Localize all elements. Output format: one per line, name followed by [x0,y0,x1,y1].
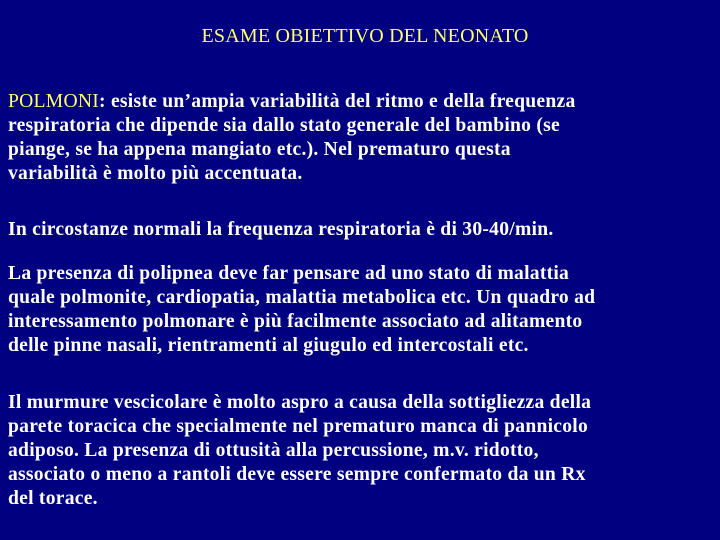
paragraph-line: La presenza di polipnea deve far pensare ad uno stato di malattia [8,263,570,284]
paragraph-normal-rate [8,218,716,242]
paragraph-polipnea [8,262,716,358]
paragraph-line: adiposo. La presenza di ottusità alla percussione, m.v. ridotto, [8,440,539,461]
paragraph-line: quale polmonite, cardiopatia, malattia metabolica etc. Un quadro ad [8,287,596,308]
paragraph-line [8,90,716,114]
paragraph-line: associato o meno a rantoli deve essere sempre confermato da un Rx [8,464,586,485]
paragraph-polmoni [8,90,716,186]
paragraph-line: respiratoria che dipende sia dallo stato generale del bambino (se [8,115,560,136]
paragraph-line: interessamento polmonare è più facilmente associato ad alitamento [8,311,583,332]
paragraph-line: In circostanze normali la frequenza respiratoria è di 30-40/min. [8,219,554,240]
paragraph-line: variabilità è molto più accentuata. [8,163,303,184]
paragraph-text: : esiste un’ampia variabilità del ritmo e della frequenza [99,91,576,112]
paragraph-line: Il murmure vescicolare è molto aspro a causa della sottigliezza della [8,392,592,413]
paragraph-murmure [8,391,716,511]
paragraph-line: piange, se ha appena mangiato etc.). Nel prematuro questa [8,139,511,160]
paragraph-line: delle pinne nasali, rientramenti al giugulo ed intercostali etc. [8,335,529,356]
slide-title: ESAME OBIETTIVO DEL NEONATO [201,25,529,47]
paragraph-line: del torace. [8,488,98,509]
paragraph-line: parete toracica che specialmente nel prematuro manca di pannicolo [8,416,589,437]
keyword-polmoni: POLMONI [8,91,100,112]
